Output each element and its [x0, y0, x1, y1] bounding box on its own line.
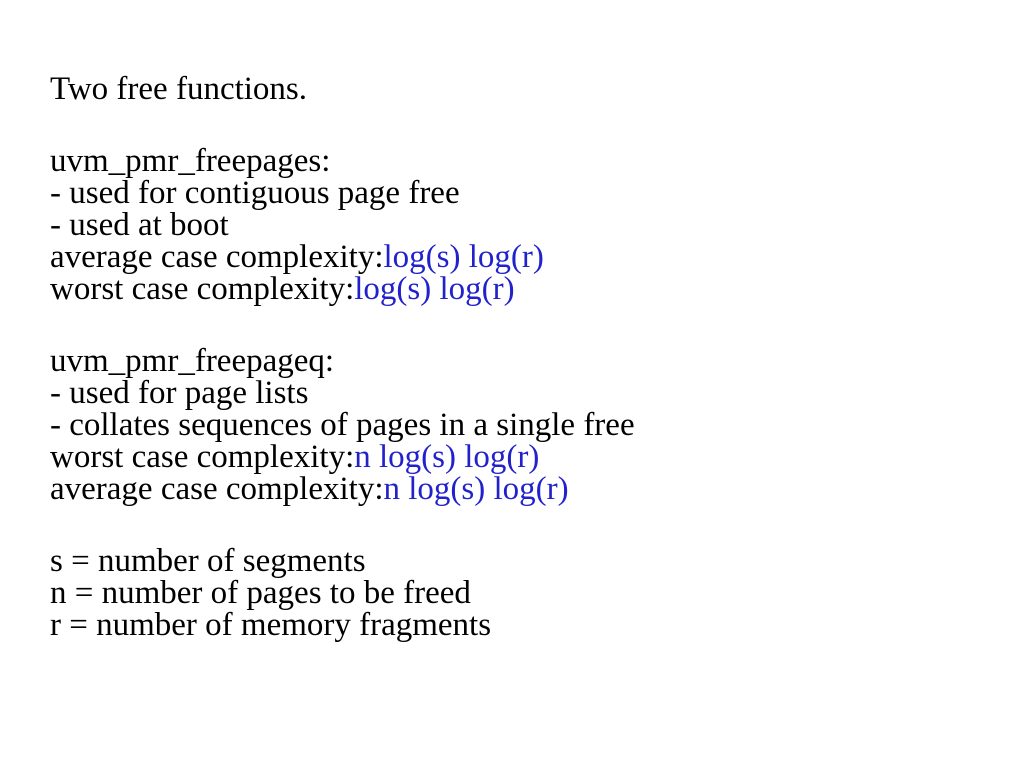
- function-block-freepageq: [50, 345, 970, 505]
- block-heading: uvm_pmr_freepages:: [50, 143, 331, 179]
- complexity-label: worst case complexity:: [50, 271, 355, 307]
- legend-line: n = number of pages to be freed: [50, 575, 471, 611]
- variable-legend: [50, 545, 970, 641]
- complexity-label: average case complexity:: [50, 471, 384, 507]
- complexity-line: [50, 273, 970, 305]
- bullet-line: - used for contiguous page free: [50, 175, 460, 211]
- bullet-line: - used at boot: [50, 207, 229, 243]
- function-block-freepages: [50, 145, 970, 305]
- slide-text-column: [50, 73, 970, 641]
- complexity-value: log(s) log(r): [354, 271, 515, 307]
- legend-line: s = number of segments: [50, 543, 366, 579]
- complexity-label: average case complexity:: [50, 239, 384, 275]
- complexity-line: [50, 473, 970, 505]
- complexity-label: worst case complexity:: [50, 439, 355, 475]
- block-heading: uvm_pmr_freepageq:: [50, 343, 335, 379]
- complexity-line: [50, 441, 970, 473]
- complexity-value: n log(s) log(r): [354, 439, 540, 475]
- complexity-value: log(s) log(r): [383, 239, 544, 275]
- complexity-line: [50, 241, 970, 273]
- bullet-line: - collates sequences of pages in a single free: [50, 407, 635, 443]
- legend-line: r = number of memory fragments: [50, 607, 492, 643]
- slide-title: Two free functions.: [50, 71, 308, 107]
- bullet-line: - used for page lists: [50, 375, 309, 411]
- complexity-value: n log(s) log(r): [383, 471, 569, 507]
